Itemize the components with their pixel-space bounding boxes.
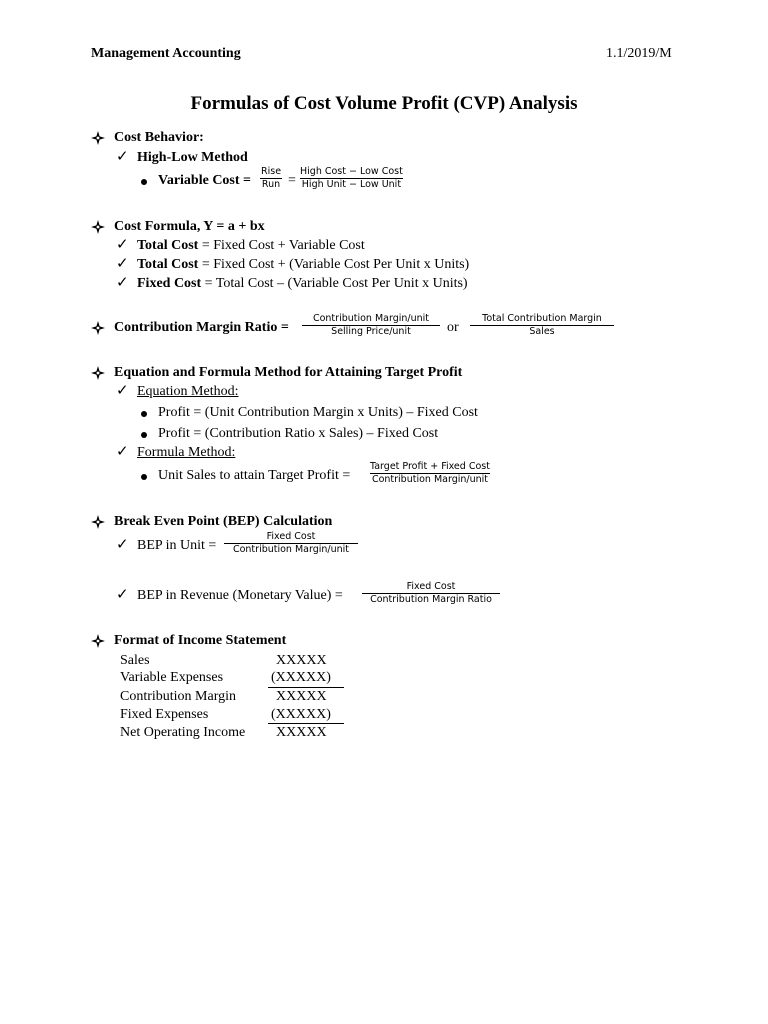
bep-revenue-den: Contribution Margin Ratio bbox=[362, 593, 500, 606]
check-icon: ✓ bbox=[116, 275, 129, 291]
target-profit-heading: Equation and Formula Method for Attaining Target Profit bbox=[114, 365, 463, 380]
cost-behavior-heading: Cost Behavior: bbox=[114, 130, 204, 145]
formula-method-label: Formula Method: bbox=[137, 445, 236, 460]
bullet-dot-icon bbox=[141, 474, 147, 480]
bep-unit-fraction bbox=[224, 531, 358, 556]
check-icon: ✓ bbox=[116, 256, 129, 272]
cm-ratio-fraction-2 bbox=[470, 313, 614, 338]
rise-text: Rise bbox=[261, 166, 282, 177]
check-icon: ✓ bbox=[116, 383, 129, 399]
star-bullet-icon bbox=[91, 131, 105, 145]
page-title: Formulas of Cost Volume Profit (CVP) Analysis bbox=[190, 93, 578, 114]
high-low-fraction bbox=[298, 166, 405, 191]
unit-sales-num: Target Profit + Fixed Cost bbox=[370, 461, 490, 472]
income-value-fixed-expenses: (XXXXX) bbox=[271, 707, 331, 722]
bep-unit-num: Fixed Cost bbox=[266, 531, 316, 542]
cost-formula-heading: Cost Formula, Y = a + bx bbox=[114, 219, 265, 234]
high-low-method: High-Low Method bbox=[137, 150, 248, 165]
bep-revenue-label: BEP in Revenue (Monetary Value) = bbox=[137, 588, 343, 603]
income-label-fixed-expenses: Fixed Expenses bbox=[120, 707, 209, 722]
subtotal-line bbox=[268, 723, 344, 724]
check-icon: ✓ bbox=[116, 444, 129, 460]
income-value-contribution-margin: XXXXX bbox=[276, 689, 327, 704]
high-low-denominator: High Unit − Low Unit bbox=[301, 179, 402, 190]
income-value-net-operating-income: XXXXX bbox=[276, 725, 327, 740]
check-icon: ✓ bbox=[116, 587, 129, 603]
income-label-contribution-margin: Contribution Margin bbox=[120, 689, 237, 704]
bullet-dot-icon bbox=[141, 411, 147, 417]
unit-sales-fraction bbox=[368, 461, 492, 486]
cost-formula-item: Total Cost = Fixed Cost + (Variable Cost Per Unit x Units) bbox=[137, 257, 470, 272]
check-icon: ✓ bbox=[116, 537, 129, 553]
equation-item: Profit = (Contribution Ratio x Sales) – Fixed Cost bbox=[158, 426, 439, 441]
cm-ratio-fraction-1 bbox=[302, 313, 440, 338]
rise-run-fraction bbox=[259, 166, 283, 191]
high-low-numerator: High Cost − Low Cost bbox=[300, 166, 403, 177]
income-value-variable-expenses: (XXXXX) bbox=[271, 670, 331, 685]
cost-formula-item: Fixed Cost = Total Cost – (Variable Cost Per Unit x Units) bbox=[137, 276, 468, 291]
bep-revenue-num: Fixed Cost bbox=[406, 581, 456, 592]
income-statement-heading: Format of Income Statement bbox=[114, 633, 287, 648]
star-bullet-icon bbox=[91, 634, 105, 648]
header-right: 1.1/2019/M bbox=[606, 46, 672, 61]
bullet-dot-icon bbox=[141, 179, 147, 185]
check-icon: ✓ bbox=[116, 237, 129, 253]
run-text: Run bbox=[261, 179, 281, 190]
cm-ratio-label: Contribution Margin Ratio = bbox=[114, 320, 289, 335]
bep-unit-label: BEP in Unit = bbox=[137, 538, 217, 553]
cm-ratio-den-1: Selling Price/unit bbox=[302, 325, 440, 338]
bep-revenue-fraction bbox=[362, 581, 500, 606]
variable-cost-label: Variable Cost = bbox=[158, 173, 252, 188]
star-bullet-icon bbox=[91, 366, 105, 380]
equation-item: Profit = (Unit Contribution Margin x Units) – Fixed Cost bbox=[158, 405, 478, 420]
bep-heading: Break Even Point (BEP) Calculation bbox=[114, 514, 333, 529]
cost-formula-item: Total Cost = Fixed Cost + Variable Cost bbox=[137, 238, 365, 253]
income-label-net-operating-income: Net Operating Income bbox=[120, 725, 246, 740]
income-label-variable-expenses: Variable Expenses bbox=[120, 670, 224, 685]
star-bullet-icon bbox=[91, 321, 105, 335]
equals-sign: = bbox=[288, 173, 296, 188]
star-bullet-icon bbox=[91, 515, 105, 529]
star-bullet-icon bbox=[91, 220, 105, 234]
equation-method-label: Equation Method: bbox=[137, 384, 239, 399]
cm-ratio-num-1: Contribution Margin/unit bbox=[312, 313, 430, 324]
check-icon: ✓ bbox=[116, 149, 129, 165]
header-left: Management Accounting bbox=[91, 46, 241, 61]
unit-sales-den: Contribution Margin/unit bbox=[371, 474, 488, 485]
cm-ratio-num-2: Total Contribution Margin bbox=[482, 313, 602, 324]
subtotal-line bbox=[268, 687, 344, 688]
or-text: or bbox=[447, 320, 459, 335]
bep-unit-den: Contribution Margin/unit bbox=[224, 543, 358, 556]
unit-sales-label: Unit Sales to attain Target Profit = bbox=[158, 468, 351, 483]
income-label-sales: Sales bbox=[120, 653, 150, 668]
cm-ratio-den-2: Sales bbox=[470, 325, 614, 338]
income-value-sales: XXXXX bbox=[276, 653, 327, 668]
bullet-dot-icon bbox=[141, 432, 147, 438]
